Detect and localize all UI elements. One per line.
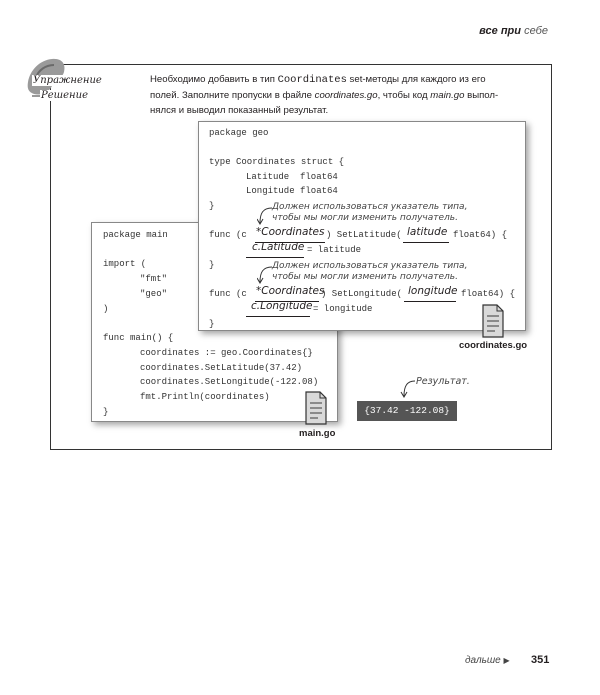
intro-text-4: выпол-нялся и выводил показанный результат. [150, 90, 499, 116]
answer-lng-field: c.Longitude [251, 300, 313, 312]
coords-code-line: float64) { [453, 230, 508, 240]
result-arrow-icon [400, 377, 416, 399]
footer-next-label: дальше [465, 655, 501, 666]
footer-next-link[interactable] [465, 655, 510, 666]
intro-text-2: set-методы для каждого из его полей. Заполните пропуски в файле [150, 74, 486, 101]
header-bold: все при [479, 25, 521, 37]
coords-code-line: type Coordinates struct { [209, 157, 345, 167]
coords-code-line: } [209, 319, 215, 329]
coords-code-line: func (c [209, 289, 253, 299]
intro-text-3: , чтобы код [377, 90, 431, 101]
main-code-line: } [103, 407, 109, 417]
main-code-line: import ( [103, 259, 147, 269]
main-code-line: "fmt" [140, 274, 168, 284]
main-file-label: main.go [299, 428, 336, 439]
main-code-line: coordinates.SetLongitude(-122.08) [140, 377, 319, 387]
coords-code-line: = longitude [313, 304, 373, 314]
program-output: {37.42 -122.08} [357, 401, 457, 421]
coords-code-line: Latitude float64 [246, 172, 338, 182]
coords-code-line: float64) { [461, 289, 516, 299]
main-code-line: coordinates.SetLatitude(37.42) [140, 363, 303, 373]
intro-type-name: Coordinates [277, 74, 347, 86]
annotation-pointer-note-2a: Должен использоваться указатель типа, [272, 261, 468, 271]
annotation-arrow-icon [257, 265, 273, 285]
answer-lng-receiver: *Coordinates [256, 285, 325, 297]
blank-underline [246, 257, 304, 258]
blank-underline [403, 242, 449, 243]
coords-code-line: } [209, 260, 215, 270]
answer-lat-field: c.Latitude [252, 241, 305, 253]
coordinates-file-icon [481, 303, 505, 339]
coords-code-line: } [209, 201, 215, 211]
blank-underline [246, 316, 310, 317]
coords-code-line: ) SetLatitude( [326, 230, 402, 240]
coords-code-line: = latitude [307, 245, 362, 255]
annotation-pointer-note-1b: чтобы мы могли изменить получатель. [272, 213, 458, 223]
coords-code-line: package geo [209, 128, 269, 138]
annotation-pointer-note-1a: Должен использоваться указатель типа, [272, 202, 468, 212]
main-code-line: package main [103, 230, 168, 240]
badge-label-exercise: Упражнение [33, 75, 102, 86]
header-light: себе [524, 25, 548, 37]
exercise-instructions [150, 72, 500, 118]
intro-text-1: Необходимо добавить в тип [150, 74, 278, 85]
triangle-right-icon: ▶ [503, 656, 510, 665]
annotation-arrow-icon [257, 206, 273, 226]
coords-code-line: ) SetLongitude( [321, 289, 403, 299]
answer-lat-param: latitude [407, 226, 448, 238]
main-code-line: ) [103, 304, 109, 314]
annotation-pointer-note-2b: чтобы мы могли изменить получатель. [272, 272, 458, 282]
main-file-icon [304, 390, 328, 426]
coords-code-line: func (c [209, 230, 253, 240]
main-code-line: "geo" [140, 289, 168, 299]
answer-lat-receiver: *Coordinates [256, 226, 325, 238]
main-code-line: coordinates := geo.Coordinates{} [140, 348, 313, 358]
coordinates-file-label: coordinates.go [459, 340, 528, 351]
result-label: Результат. [416, 376, 470, 387]
answer-lng-param: longitude [408, 285, 458, 297]
coordinates-go-panel [198, 121, 526, 331]
blank-underline [404, 301, 456, 302]
running-header [479, 25, 548, 37]
main-code-line: func main() { [103, 333, 174, 343]
intro-file-main: main.go [430, 90, 465, 101]
page-number: 351 [531, 654, 550, 666]
intro-file-coordinates: coordinates.go [314, 90, 378, 101]
coords-code-line: Longitude float64 [246, 186, 338, 196]
badge-label-solution: Решение [41, 90, 88, 101]
main-code-line: fmt.Println(coordinates) [140, 392, 270, 402]
